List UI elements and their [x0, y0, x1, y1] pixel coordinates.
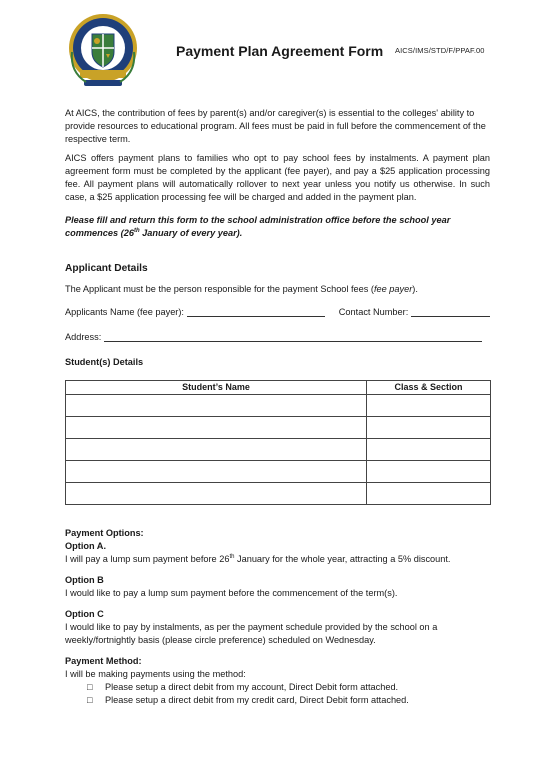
- return-instructions: Please fill and return this form to the school administration office before the school year commences (26th January of every year).: [65, 215, 451, 238]
- table-row: [66, 461, 491, 483]
- intro-paragraph-1: At AICS, the contribution of fees by parent(s) and/or caregiver(s) is essential to the colleges' ability to provide resources to educational program. All fees must be paid in full before the commencement of the respective term.: [65, 108, 486, 144]
- class-section-cell[interactable]: [367, 483, 491, 505]
- student-name-column-header: Student’s Name: [66, 381, 367, 395]
- payment-options-heading: Payment Options:: [65, 528, 144, 538]
- table-row: [66, 439, 491, 461]
- checkbox-icon[interactable]: □: [87, 682, 93, 692]
- form-title: Payment Plan Agreement Form: [176, 43, 384, 59]
- student-name-cell[interactable]: [66, 417, 367, 439]
- class-section-cell[interactable]: [367, 395, 491, 417]
- student-name-cell[interactable]: [66, 395, 367, 417]
- payment-method-heading: Payment Method:: [65, 656, 142, 666]
- payment-method-option-2: Please setup a direct debit from my credit card, Direct Debit form attached.: [105, 695, 409, 705]
- checkbox-icon[interactable]: □: [87, 695, 93, 705]
- table-row: [66, 395, 491, 417]
- students-table: [65, 380, 491, 505]
- option-c: [65, 608, 490, 647]
- list-item: [87, 681, 490, 694]
- class-section-cell[interactable]: [367, 417, 491, 439]
- table-row: [66, 417, 491, 439]
- address-row: [65, 331, 490, 344]
- form-reference-code: AICS/IMS/STD/F/PPAF.00: [395, 46, 485, 55]
- student-name-cell[interactable]: [66, 439, 367, 461]
- list-item: [87, 694, 490, 707]
- payment-method-intro: I will be making payments using the method:: [65, 669, 246, 679]
- class-section-column-header: Class & Section: [367, 381, 491, 395]
- option-c-label: Option C: [65, 609, 104, 619]
- student-details-heading: Student(s) Details: [65, 357, 144, 367]
- address-field[interactable]: [104, 331, 482, 342]
- option-b-text: I would like to pay a lump sum payment before the commencement of the term(s).: [65, 588, 398, 598]
- student-name-cell[interactable]: [66, 461, 367, 483]
- contact-number-label: Contact Number:: [338, 307, 409, 317]
- intro-paragraph-2: AICS offers payment plans to families who opt to pay school fees by instalments. A payment plan agreement form must be completed by the applicant (fee payer), and pay a $25 application processing fee. All payment plans will automatically rollover to next year unless you notify us otherwise. In such case, a $25 application processing fee will be charged and added in the payment plan.: [65, 153, 490, 202]
- option-b: [65, 574, 490, 600]
- applicant-description: The Applicant must be the person responsible for the payment School fees (fee payer).: [65, 284, 418, 294]
- option-a: [65, 540, 490, 566]
- applicant-details-heading: Applicant Details: [65, 263, 148, 274]
- contact-number-field[interactable]: [411, 306, 490, 317]
- option-a-label: Option A.: [65, 541, 106, 551]
- table-row: [66, 483, 491, 505]
- option-c-text: I would like to pay by instalments, as per the payment schedule provided by the school on a weekly/fortnightly basis (please circle preference) scheduled on Wednesday.: [65, 622, 438, 645]
- form-body: [65, 107, 490, 707]
- student-name-cell[interactable]: [66, 483, 367, 505]
- applicant-name-label: Applicants Name (fee payer):: [65, 307, 184, 317]
- applicant-name-field[interactable]: [187, 306, 325, 317]
- applicant-name-row: [65, 306, 490, 319]
- class-section-cell[interactable]: [367, 439, 491, 461]
- option-a-text: I will pay a lump sum payment before 26th January for the whole year, attracting a 5% discount.: [65, 554, 451, 564]
- payment-method-option-1: Please setup a direct debit from my account, Direct Debit form attached.: [105, 682, 399, 692]
- payment-method-list: [65, 681, 490, 707]
- address-label: Address:: [65, 332, 102, 342]
- college-crest-logo: [62, 12, 144, 94]
- table-header-row: [66, 381, 491, 395]
- option-b-label: Option B: [65, 575, 104, 585]
- class-section-cell[interactable]: [367, 461, 491, 483]
